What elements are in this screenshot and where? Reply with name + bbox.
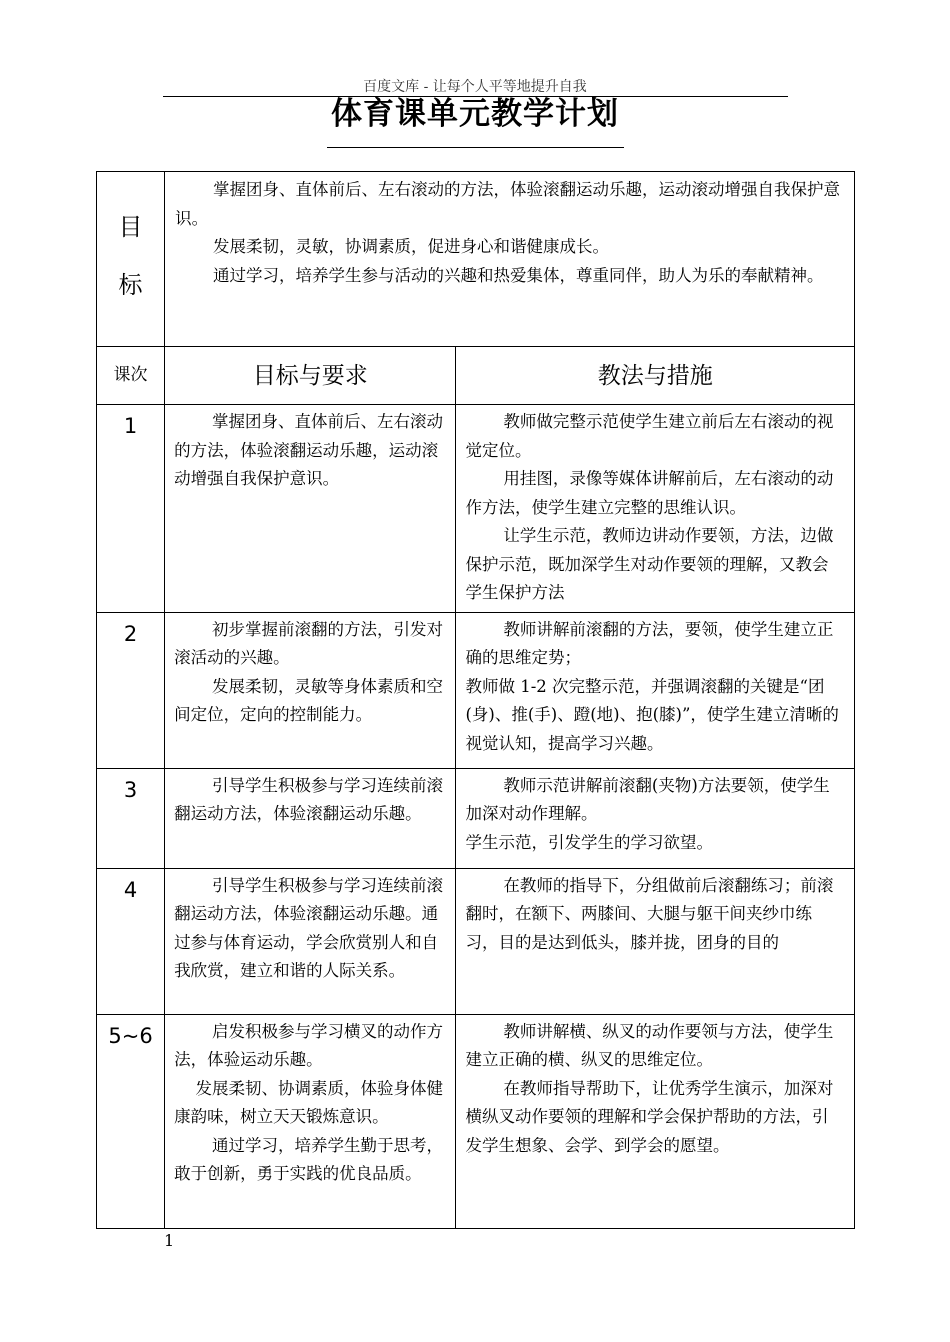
lesson-methods <box>456 405 855 613</box>
goal-paragraph: 发展柔韧、协调素质，体验身体健康韵味，树立天天锻炼意识。 <box>174 1078 444 1126</box>
objectives-content <box>165 172 855 347</box>
lesson-methods <box>456 868 855 1014</box>
lesson-methods <box>456 612 855 768</box>
method-paragraph: 在教师指导帮助下，让优秀学生演示，加深对横纵叉动作要领的理解和学会保护帮助的方法，引发学生想象、会学、到学会的愿望。 <box>465 1078 834 1155</box>
table-row <box>97 1014 855 1228</box>
lesson-goals <box>165 612 456 768</box>
table-row <box>97 612 855 768</box>
objectives-label-line2: 标 <box>118 271 143 299</box>
header-goals: 目标与要求 <box>165 347 456 405</box>
method-paragraph: 在教师的指导下，分组做前后滚翻练习；前滚翻时，在额下、两膝间、大腿与躯干间夹纱巾练习，目的是达到低头，膝并拢，团身的目的 <box>465 875 834 952</box>
lesson-number: 4 <box>97 868 165 1014</box>
lesson-goals <box>165 868 456 1014</box>
method-paragraph: 用挂图，录像等媒体讲解前后，左右滚动的动作方法，使学生建立完整的思维认识。 <box>465 469 834 517</box>
page-number: 1 <box>164 1231 175 1250</box>
header-note: 百度文库 - 让每个人平等地提升自我 <box>363 79 587 95</box>
method-paragraph: 教师讲解横、纵叉的动作要领与方法，使学生建立正确的横、纵叉的思维定位。 <box>465 1021 834 1069</box>
lesson-methods <box>456 1014 855 1228</box>
lesson-goals <box>165 405 456 613</box>
lesson-methods <box>456 768 855 868</box>
table-row <box>97 768 855 868</box>
method-paragraph: 教师示范讲解前滚翻(夹物)方法要领，使学生加深对动作理解。 <box>465 775 830 823</box>
table-row <box>97 868 855 1014</box>
objective-paragraph: 掌握团身、直体前后、左右滚动的方法，体验滚翻运动乐趣，运动滚动增强自我保护意识。 <box>175 180 841 228</box>
table-header-row <box>97 347 855 405</box>
goal-paragraph: 启发积极参与学习横叉的动作方法，体验运动乐趣。 <box>174 1021 444 1069</box>
lesson-plan-table <box>96 171 855 1229</box>
method-paragraph: 让学生示范，教师边讲动作要领，方法，边做保护示范，既加深学生对动作要领的理解，又教会学生保护方法 <box>465 526 834 602</box>
objectives-label <box>97 172 165 347</box>
goal-paragraph: 发展柔韧，灵敏等身体素质和空间定位，定向的控制能力。 <box>174 676 444 724</box>
page-title: 体育课单元教学计划 <box>331 96 619 132</box>
method-paragraph: 教师讲解前滚翻的方法，要领，使学生建立正确的思维定势； <box>465 619 834 667</box>
lesson-number: 5~6 <box>97 1014 165 1228</box>
goal-paragraph: 掌握团身、直体前后、左右滚动的方法，体验滚翻运动乐趣，运动滚动增强自我保护意识。 <box>174 412 444 488</box>
objectives-row <box>97 172 855 347</box>
method-paragraph: 学生示范，引发学生的学习欲望。 <box>465 832 713 852</box>
objective-paragraph: 通过学习，培养学生参与活动的兴趣和热爱集体，尊重同伴，助人为乐的奉献精神。 <box>213 265 824 285</box>
lesson-number: 3 <box>97 768 165 868</box>
objectives-label-line1: 目 <box>118 213 143 241</box>
method-paragraph: 教师做完整示范使学生建立前后左右滚动的视觉定位。 <box>465 412 834 460</box>
lesson-goals <box>165 1014 456 1228</box>
goal-paragraph: 初步掌握前滚翻的方法，引发对滚活动的兴趣。 <box>174 619 444 667</box>
title-underline <box>327 147 624 148</box>
table-row <box>97 405 855 613</box>
goal-paragraph: 引导学生积极参与学习连续前滚翻运动方法，体验滚翻运动乐趣。 <box>174 775 444 823</box>
header-lesson: 课次 <box>97 347 165 405</box>
lesson-number: 1 <box>97 405 165 613</box>
objective-paragraph: 发展柔韧，灵敏，协调素质，促进身心和谐健康成长。 <box>213 237 610 256</box>
header-methods: 教法与措施 <box>456 347 855 405</box>
lesson-goals <box>165 768 456 868</box>
method-paragraph: 教师做 1-2 次完整示范，并强调滚翻的关键是“团(身)、推(手)、蹬(地)、抱(膝)”，使学生建立清晰的视觉认知，提高学习兴趣。 <box>465 676 839 753</box>
goal-paragraph: 通过学习，培养学生勤于思考，敢于创新，勇于实践的优良品质。 <box>174 1135 444 1183</box>
goal-paragraph: 引导学生积极参与学习连续前滚翻运动方法，体验滚翻运动乐趣。通过参与体育运动，学会欣赏别人和自我欣赏，建立和谐的人际关系。 <box>174 875 444 980</box>
lesson-number: 2 <box>97 612 165 768</box>
